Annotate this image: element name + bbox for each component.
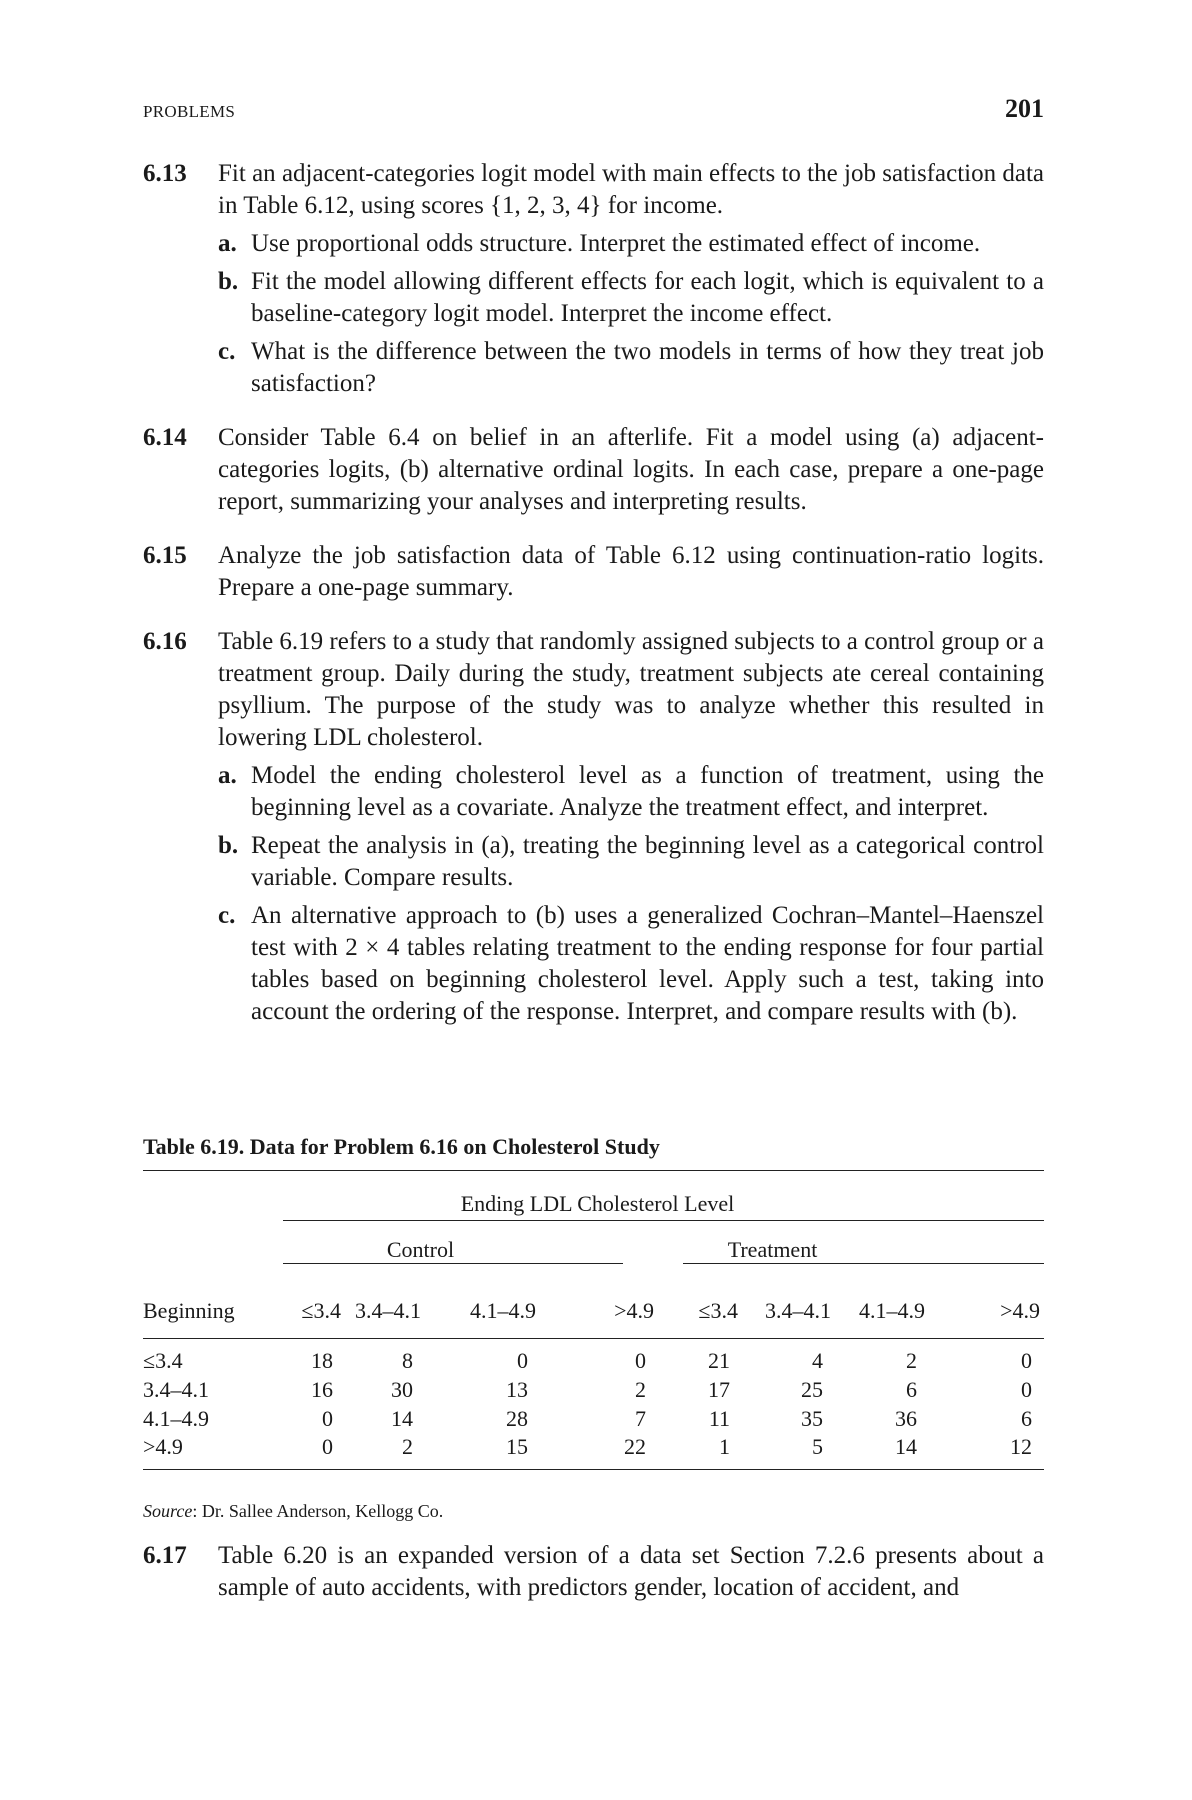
- table-cell: 6: [1021, 1406, 1032, 1431]
- table-spanner-header: Ending LDL Cholesterol Level: [460, 1191, 735, 1216]
- running-head: PROBLEMS: [143, 102, 236, 121]
- column-header: >4.9: [1000, 1298, 1040, 1323]
- table-cell: 36: [895, 1406, 917, 1431]
- table-cell: 13: [506, 1377, 528, 1402]
- table-cell: 14: [895, 1434, 917, 1459]
- part-text: Use proportional odds structure. Interpret the estimated effect of income.: [251, 230, 981, 257]
- part-text: What is the difference between the two models in terms of how they treat job satisfaction?: [251, 338, 1044, 397]
- page-number: 201: [1005, 94, 1044, 123]
- problem-6-13: [143, 158, 1044, 400]
- column-header: ≤3.4: [698, 1298, 738, 1323]
- group-header-treatment: Treatment: [727, 1237, 818, 1262]
- problem-text: Table 6.19 refers to a study that randomly assigned subjects to a control group or a treatment group. Daily during the study, treatment subjects ate cereal containing psyllium. The purpose of the study was to analyze whether this resulted in lowering LDL cholesterol.: [218, 628, 1044, 751]
- table-cell: 22: [624, 1434, 646, 1459]
- header-rule: [143, 1338, 1044, 1339]
- table-cell: 0: [635, 1348, 646, 1373]
- part-text: Repeat the analysis in (a), treating the beginning level as a categorical control variable. Compare results.: [251, 832, 1044, 891]
- problem-part: [218, 228, 1044, 260]
- problem-text: Fit an adjacent-categories logit model with main effects to the job satisfaction data in Table 6.12, using scores {1, 2, 3, 4} for income.: [218, 160, 1044, 219]
- part-label: c.: [218, 338, 236, 365]
- spanner-rule: [283, 1220, 1044, 1221]
- group-header-control: Control: [386, 1237, 455, 1262]
- column-header: 3.4–4.1: [765, 1298, 831, 1323]
- part-label: b.: [218, 268, 239, 295]
- table-cell: 8: [402, 1348, 413, 1373]
- problem-text: Analyze the job satisfaction data of Table 6.12 using continuation-ratio logits. Prepare a one-page summary.: [218, 542, 1044, 601]
- problem-number: 6.16: [143, 628, 187, 655]
- table-cell: 1: [719, 1434, 730, 1459]
- problem-part: [218, 760, 1044, 824]
- control-group-rule: [283, 1263, 623, 1264]
- problem-part: [218, 266, 1044, 330]
- table-bottom-rule: [143, 1469, 1044, 1470]
- problem-6-16: [143, 626, 1044, 1028]
- table-cell: 30: [391, 1377, 413, 1402]
- problem-number: 6.14: [143, 424, 187, 451]
- problem-part: [218, 336, 1044, 400]
- table-cell: 11: [708, 1406, 730, 1431]
- table-cell: 21: [708, 1348, 730, 1373]
- problem-6-14: [143, 422, 1044, 518]
- table-cell: 0: [517, 1348, 528, 1373]
- column-header: >4.9: [614, 1298, 654, 1323]
- column-header: 4.1–4.9: [470, 1298, 536, 1323]
- part-label: a.: [218, 762, 237, 789]
- table-caption: Table 6.19. Data for Problem 6.16 on Cholesterol Study: [143, 1134, 660, 1159]
- problem-6-17: [143, 1540, 1044, 1604]
- part-label: c.: [218, 902, 236, 929]
- table-cell: 0: [322, 1406, 333, 1431]
- table-cell: 14: [391, 1406, 413, 1431]
- data-table: [143, 1171, 1044, 1489]
- table-cell: 0: [1021, 1377, 1032, 1402]
- table-cell: 5: [812, 1434, 823, 1459]
- problem-text: Consider Table 6.4 on belief in an afterlife. Fit a model using (a) adjacent-categories logits, (b) alternative ordinal logits. In each case, prepare a one-page report, summarizing your analyses and interpreting results.: [218, 424, 1044, 515]
- part-label: b.: [218, 832, 239, 859]
- problem-number: 6.13: [143, 160, 187, 187]
- table-cell: 0: [1021, 1348, 1032, 1373]
- table-cell: 16: [311, 1377, 333, 1402]
- source-text: : Dr. Sallee Anderson, Kellogg Co.: [192, 1501, 444, 1521]
- treatment-group-rule: [683, 1263, 1044, 1264]
- table-cell: 7: [635, 1406, 646, 1431]
- problem-6-15: [143, 540, 1044, 604]
- table-cell: 0: [322, 1434, 333, 1459]
- problem-list: [143, 158, 1044, 1050]
- column-header: 4.1–4.9: [859, 1298, 925, 1323]
- source-label: Source: [143, 1501, 193, 1521]
- table-cell: 28: [506, 1406, 528, 1431]
- part-text: An alternative approach to (b) uses a generalized Cochran–Mantel–Haenszel test with 2 × 4 tables relating treatment to the ending response for four partial tables based on beginning cholesterol level. Apply such a test, taking into account the ordering of the response. Interpret, and compare results with (b).: [251, 902, 1044, 1025]
- column-header: 3.4–4.1: [355, 1298, 421, 1323]
- table-cell: 25: [801, 1377, 823, 1402]
- row-label: 3.4–4.1: [143, 1377, 209, 1402]
- table-cell: 17: [708, 1377, 730, 1402]
- row-label: ≤3.4: [143, 1348, 183, 1373]
- table-cell: 15: [506, 1434, 528, 1459]
- problem-number: 6.17: [143, 1542, 187, 1569]
- table-cell: 4: [812, 1348, 823, 1373]
- table-cell: 2: [635, 1377, 646, 1402]
- row-label: >4.9: [143, 1434, 183, 1459]
- table-cell: 6: [906, 1377, 917, 1402]
- table-cell: 12: [1010, 1434, 1032, 1459]
- table-source-note: [143, 1501, 1044, 1522]
- part-text: Model the ending cholesterol level as a function of treatment, using the beginning level as a covariate. Analyze the treatment effect, and interpret.: [251, 762, 1044, 821]
- part-text: Fit the model allowing different effects for each logit, which is equivalent to a baseline-category logit model. Interpret the income effect.: [251, 268, 1044, 327]
- column-header: ≤3.4: [301, 1298, 341, 1323]
- part-label: a.: [218, 230, 237, 257]
- row-header: Beginning: [143, 1298, 235, 1323]
- table-cell: 18: [311, 1348, 333, 1373]
- row-label: 4.1–4.9: [143, 1406, 209, 1431]
- problem-number: 6.15: [143, 542, 187, 569]
- table-cell: 2: [402, 1434, 413, 1459]
- data-table-block: [143, 1134, 1044, 1522]
- table-cell: 2: [906, 1348, 917, 1373]
- problem-part: [218, 830, 1044, 894]
- problem-part: [218, 900, 1044, 1028]
- table-cell: 35: [801, 1406, 823, 1431]
- problem-text: Table 6.20 is an expanded version of a data set Section 7.2.6 presents about a sample of auto accidents, with predictors gender, location of accident, and: [218, 1542, 1044, 1601]
